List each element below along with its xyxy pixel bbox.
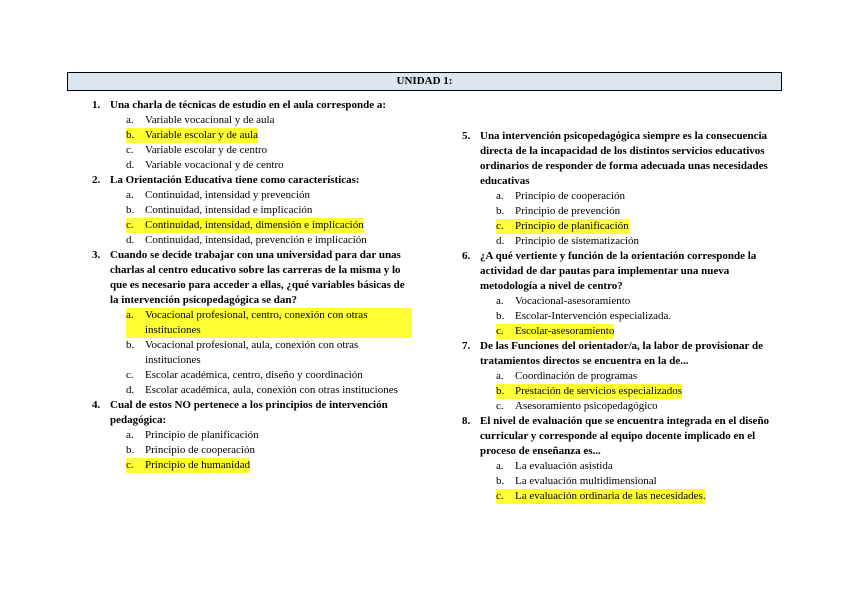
option-text: Principio de cooperación [145, 444, 255, 456]
option-letter: b. [496, 205, 505, 217]
option-text: Escolar-asesoramiento [515, 325, 615, 337]
unit-title: UNIDAD 1: [67, 72, 782, 91]
option-letter: a. [496, 190, 504, 202]
answer-option-correct [126, 128, 412, 143]
answer-option [496, 459, 782, 474]
answer-option-correct [496, 489, 782, 504]
question-number: 6. [462, 250, 471, 262]
option-letter: a. [126, 114, 134, 126]
question-number: 8. [462, 415, 471, 427]
question [92, 173, 412, 188]
option-letter: c. [126, 458, 145, 473]
option-text: Vocacional-asesoramiento [515, 295, 631, 307]
option-letter: c. [126, 218, 145, 233]
answer-option [126, 158, 412, 173]
answer-option [496, 309, 782, 324]
option-text: Continuidad, intensidad, prevención e implicación [145, 234, 367, 246]
option-letter: b. [126, 444, 135, 456]
answer-option-correct [126, 218, 412, 233]
answer-option [496, 369, 782, 384]
question [462, 129, 782, 189]
option-text: Prestación de servicios especializados [515, 385, 683, 397]
option-letter: c. [496, 489, 515, 504]
option-letter: a. [496, 370, 504, 382]
option-list [462, 369, 782, 414]
option-text: Asesoramiento psicopedagógico [515, 400, 658, 412]
answer-option [126, 203, 412, 218]
option-text: Principio de prevención [515, 205, 621, 217]
option-list [92, 428, 412, 473]
option-letter: a. [126, 429, 134, 441]
question-text: ¿A qué vertiente y función de la orientación corresponde la actividad de dar pautas para implementar una nueva metodología a nivel de centro? [480, 250, 757, 292]
question [92, 398, 412, 428]
answer-option [496, 294, 782, 309]
question-text: La Orientación Educativa tiene como características: [110, 174, 360, 186]
option-list [462, 459, 782, 504]
option-text: Variable vocacional y de centro [145, 159, 284, 171]
answer-option-correct [126, 308, 412, 338]
option-text: La evaluación ordinaria de las necesidades. [515, 490, 706, 502]
option-list [462, 294, 782, 339]
answer-option [126, 338, 412, 368]
option-letter: d. [126, 234, 135, 246]
question-text: De las Funciones del orientador/a, la labor de provisionar de tratamientos directos se encuentra en la de... [480, 340, 763, 367]
option-list [92, 308, 412, 398]
option-letter: b. [496, 310, 505, 322]
question-text: Una charla de técnicas de estudio en el aula corresponde a: [110, 99, 387, 111]
option-text: Escolar académica, aula, conexión con otras instituciones [145, 384, 398, 396]
left-column [92, 98, 412, 473]
answer-option [496, 189, 782, 204]
answer-option [496, 204, 782, 219]
option-text: Variable vocacional y de aula [145, 114, 275, 126]
option-text: Principio de planificación [145, 429, 259, 441]
option-letter: c. [496, 324, 515, 339]
option-text: Continuidad, intensidad y prevención [145, 189, 310, 201]
question [92, 98, 412, 113]
question-text: Una intervención psicopedagógica siempre es la consecuencia directa de la incapacidad de los distintos servicios educativos ordinarios de responder de forma adecuada unas necesidades educativas [480, 130, 768, 187]
option-letter: d. [126, 384, 135, 396]
option-letter: d. [126, 159, 135, 171]
option-letter: c. [126, 369, 134, 381]
option-letter: a. [496, 295, 504, 307]
option-list [92, 113, 412, 173]
right-column [462, 129, 782, 504]
answer-option [126, 368, 412, 383]
option-letter: c. [496, 400, 504, 412]
answer-option [126, 443, 412, 458]
option-letter: c. [126, 144, 134, 156]
option-text: Principio de planificación [515, 220, 629, 232]
option-text: La evaluación asistida [515, 460, 613, 472]
option-text: Vocacional profesional, aula, conexión con otras instituciones [145, 339, 359, 366]
question-number: 2. [92, 174, 101, 186]
option-letter: b. [126, 339, 135, 351]
option-letter: c. [496, 219, 515, 234]
answer-option [126, 113, 412, 128]
answer-option [126, 428, 412, 443]
question [462, 414, 782, 459]
option-text: La evaluación multidimensional [515, 475, 657, 487]
option-letter: a. [496, 460, 504, 472]
option-text: Escolar académica, centro, diseño y coordinación [145, 369, 363, 381]
question-text: El nivel de evaluación que se encuentra integrada en el diseño curricular y corresponde al equipo docente implicado en el proceso de enseñanza es... [480, 415, 770, 457]
option-text: Continuidad, intensidad, dimensión e implicación [145, 219, 364, 231]
option-list [462, 189, 782, 249]
question-text: Cuando se decide trabajar con una universidad para dar unas charlas al centro educativo sobre las carreras de la misma y lo que es necesario para acceder a ellas, ¿qué variables básicas de la intervención psicopedagógica se dan? [110, 249, 405, 306]
option-text: Principio de humanidad [145, 459, 251, 471]
answer-option [126, 188, 412, 203]
option-text: Variable escolar y de centro [145, 144, 268, 156]
answer-option-correct [496, 324, 782, 339]
question-number: 1. [92, 99, 101, 111]
option-text: Coordinación de programas [515, 370, 638, 382]
answer-option [126, 143, 412, 158]
answer-option [126, 233, 412, 248]
option-letter: a. [126, 308, 145, 338]
question-number: 5. [462, 130, 471, 142]
question [462, 339, 782, 369]
answer-option-correct [126, 458, 412, 473]
option-text: Principio de cooperación [515, 190, 625, 202]
question-number: 7. [462, 340, 471, 352]
option-text: Variable escolar y de aula [145, 129, 258, 141]
answer-option [126, 383, 412, 398]
question-number: 3. [92, 249, 101, 261]
question [462, 249, 782, 294]
option-letter: b. [126, 128, 145, 143]
answer-option-correct [496, 219, 782, 234]
option-text: Principio de sistematización [515, 235, 640, 247]
question [92, 248, 412, 308]
question-number: 4. [92, 399, 101, 411]
answer-option [496, 399, 782, 414]
option-text: Escolar-Intervención especializada. [515, 310, 672, 322]
answer-option [496, 234, 782, 249]
option-list [92, 188, 412, 248]
option-letter: b. [126, 204, 135, 216]
option-text: Vocacional profesional, centro, conexión con otras instituciones [145, 308, 412, 338]
option-letter: b. [496, 384, 515, 399]
answer-option-correct [496, 384, 782, 399]
answer-option [496, 474, 782, 489]
option-letter: b. [496, 475, 505, 487]
option-text: Continuidad, intensidad e implicación [145, 204, 313, 216]
question-text: Cual de estos NO pertenece a los principios de intervención pedagógica: [110, 399, 388, 426]
option-letter: d. [496, 235, 505, 247]
option-letter: a. [126, 189, 134, 201]
